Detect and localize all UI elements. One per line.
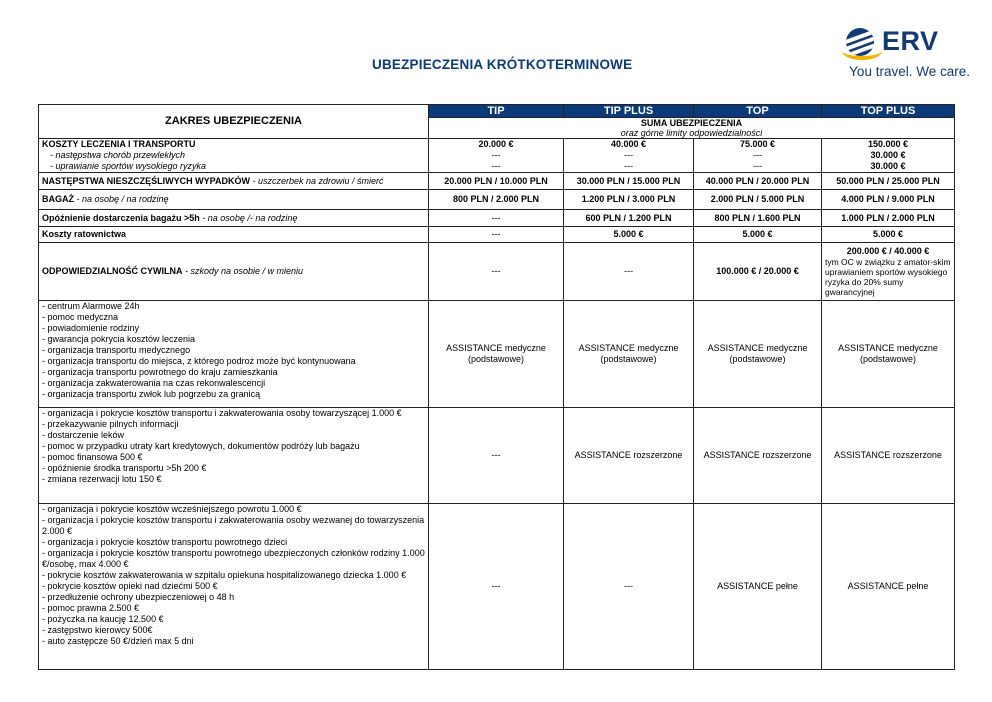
liability-desc: - szkody na osobie / w mieniu xyxy=(182,266,304,276)
medical-tip xyxy=(429,139,564,173)
delay-label-cell xyxy=(39,210,429,227)
plan-tip-plus-header: TIP PLUS xyxy=(564,105,694,118)
list-item: - organizacja i pokrycie kosztów transportu i zakwaterowania osoby wezwanej do towarzyszenia 2.000 € xyxy=(42,515,425,536)
assistance-extended-tip: --- xyxy=(429,408,564,504)
value-main: 20.000 € xyxy=(478,139,514,149)
delay-tip: --- xyxy=(429,210,564,227)
page-title: UBEZPIECZENIA KRÓTKOTERMINOWE xyxy=(372,57,633,72)
accident-top-plus: 50.000 PLN / 25.000 PLN xyxy=(822,173,955,190)
coverage-table xyxy=(38,104,955,670)
list-item: - organizacja transportu powrotnego do kraju zamieszkania xyxy=(42,367,278,377)
medical-top xyxy=(694,139,822,173)
baggage-row xyxy=(39,190,955,210)
value-sub: --- xyxy=(491,161,501,171)
list-item: - przedłużenie ochrony ubezpieczeniowej o 48 h xyxy=(42,592,235,602)
delay-top-plus: 1.000 PLN / 2.000 PLN xyxy=(822,210,955,227)
list-item: - organizacja i pokrycie kosztów wcześniejszego powrotu 1.000 € xyxy=(42,504,302,514)
delay-label: Opóźnienie dostarczenia bagażu >5h xyxy=(42,212,200,223)
medical-sub-sports: - uprawianie sportów wysokiego ryzyka xyxy=(50,161,207,171)
value-sub: 30.000 € xyxy=(870,161,906,171)
sum-insured-header xyxy=(429,118,955,139)
liability-top-plus-note: tym OC w związku z amator-skim uprawianiem sportów wysokiego ryzyka do 20% sumy gwarancyjnej xyxy=(825,257,951,297)
assistance-full-row xyxy=(39,504,955,670)
sum-title: SUMA UBEZPIECZENIA xyxy=(640,118,743,128)
assistance-basic-tip-plus: ASSISTANCE medyczne (podstawowe) xyxy=(564,301,694,408)
liability-top-plus-value: 200.000 € / 40.000 € xyxy=(846,246,930,256)
list-item: - pokrycie kosztów zakwaterowania w szpitalu opiekuna hospitalizowanego dziecka 1.000 € xyxy=(42,570,407,580)
list-item: - pożyczka na kaucję 12.500 € xyxy=(42,614,164,624)
list-item: - pomoc prawna 2.500 € xyxy=(42,603,140,613)
baggage-top-plus: 4.000 PLN / 9.000 PLN xyxy=(822,190,955,210)
value-main: 150.000 € xyxy=(867,139,909,149)
list-item: - pomoc medyczna xyxy=(42,312,119,322)
assistance-extended-list xyxy=(39,408,429,504)
list-item: - gwarancja pokrycia kosztów leczenia xyxy=(42,334,196,344)
globe-icon xyxy=(846,28,874,56)
delay-top: 800 PLN / 1.600 PLN xyxy=(694,210,822,227)
assistance-full-list xyxy=(39,504,429,670)
assistance-basic-tip: ASSISTANCE medyczne (podstawowe) xyxy=(429,301,564,408)
medical-tip-plus xyxy=(564,139,694,173)
assistance-full-tip: --- xyxy=(429,504,564,670)
list-item: - centrum Alarmowe 24h xyxy=(42,301,140,311)
rescue-tip: --- xyxy=(429,227,564,243)
list-item: - organizacja i pokrycie kosztów transportu powrotnego ubezpieczonych członków rodziny 1.000 €/osobę, max 4.000 € xyxy=(42,548,425,569)
liability-top-plus xyxy=(822,243,955,301)
list-item: - organizacja transportu medycznego xyxy=(42,345,191,355)
value-sub: --- xyxy=(491,150,501,160)
baggage-tip: 800 PLN / 2.000 PLN xyxy=(429,190,564,210)
rescue-top-plus: 5.000 € xyxy=(822,227,955,243)
accident-label-cell xyxy=(39,173,429,190)
sum-subtitle: oraz górne limity odpowiedzialności xyxy=(620,128,763,138)
rescue-top: 5.000 € xyxy=(694,227,822,243)
list-item: - pomoc finansowa 500 € xyxy=(42,452,143,462)
list-item: - zmiana rezerwacji lotu 150 € xyxy=(42,474,162,484)
list-item: - powiadomienie rodziny xyxy=(42,323,140,333)
baggage-desc: - na osobę / na rodzinę xyxy=(74,194,169,204)
list-item: - pokrycie kosztów opieki nad dziećmi 500 € xyxy=(42,581,218,591)
list-item: - organizacja i pokrycie kosztów transportu i zakwaterowania osoby towarzyszącej 1.000 € xyxy=(42,408,402,418)
baggage-label: BAGAŻ xyxy=(42,194,74,204)
delay-desc: - na osobę /- na rodzinę xyxy=(199,212,298,223)
plan-tip-header: TIP xyxy=(429,105,564,118)
medical-sub-chronic: - następstwa chorób przewlekłych xyxy=(50,150,186,160)
erv-logo xyxy=(842,28,972,84)
liability-row xyxy=(39,243,955,301)
logo-tagline: You travel. We care. xyxy=(849,64,970,79)
value-sub: --- xyxy=(753,150,762,160)
accident-tip: 20.000 PLN / 10.000 PLN xyxy=(429,173,564,190)
delay-row xyxy=(39,210,955,227)
liability-tip-plus: --- xyxy=(564,243,694,301)
baggage-top: 2.000 PLN / 5.000 PLN xyxy=(694,190,822,210)
assistance-basic-top: ASSISTANCE medyczne (podstawowe) xyxy=(694,301,822,408)
list-item: - organizacja zakwaterowania na czas rekonwalescencji xyxy=(42,378,266,388)
liability-top: 100.000 € / 20.000 € xyxy=(694,243,822,301)
liability-label: ODPOWIEDZIALNOŚĆ CYWILNA xyxy=(42,266,183,276)
rescue-row xyxy=(39,227,955,243)
assistance-extended-row xyxy=(39,408,955,504)
list-item: - opóźnienie środka transportu >5h 200 € xyxy=(42,463,207,473)
list-item: - auto zastępcze 50 €/dzień max 5 dni xyxy=(42,636,194,646)
rescue-tip-plus: 5.000 € xyxy=(564,227,694,243)
list-item: - zastępstwo kierowcy 500€ xyxy=(42,625,153,635)
plan-top-header: TOP xyxy=(694,105,822,118)
rescue-label: Koszty ratownictwa xyxy=(39,227,429,243)
value-sub: --- xyxy=(753,161,762,171)
accident-tip-plus: 30.000 PLN / 15.000 PLN xyxy=(564,173,694,190)
medical-top-plus xyxy=(822,139,955,173)
list-item: - dostarczenie leków xyxy=(42,430,125,440)
scope-header: ZAKRES UBEZPIECZENIA xyxy=(39,105,429,139)
assistance-extended-tip-plus: ASSISTANCE rozszerzone xyxy=(564,408,694,504)
baggage-label-cell xyxy=(39,190,429,210)
accident-desc: - uszczerbek na zdrowiu / śmierć xyxy=(250,175,384,186)
plan-top-plus-header: TOP PLUS xyxy=(822,105,955,118)
assistance-basic-list xyxy=(39,301,429,408)
list-item: - przekazywanie pilnych informacji xyxy=(42,419,179,429)
assistance-full-top-plus: ASSISTANCE pełne xyxy=(822,504,955,670)
medical-label-cell xyxy=(39,139,429,173)
assistance-basic-row xyxy=(39,301,955,408)
assistance-extended-top: ASSISTANCE rozszerzone xyxy=(694,408,822,504)
list-item: - organizacja transportu do miejsca, z którego podroż może być kontynuowana xyxy=(42,356,356,366)
value-main: 75.000 € xyxy=(739,139,776,149)
delay-tip-plus: 600 PLN / 1.200 PLN xyxy=(564,210,694,227)
assistance-full-tip-plus: --- xyxy=(564,504,694,670)
value-sub: --- xyxy=(624,161,633,171)
medical-label: KOSZTY LECZENIA I TRANSPORTU xyxy=(42,139,196,149)
logo-text: ERV xyxy=(882,26,939,56)
baggage-tip-plus: 1.200 PLN / 3.000 PLN xyxy=(564,190,694,210)
list-item: - organizacja transportu zwłok lub pogrzebu za granicą xyxy=(42,389,261,399)
value-sub: --- xyxy=(624,150,633,160)
list-item: - organizacja i pokrycie kosztów transportu powrotnego dzieci xyxy=(42,537,288,547)
list-item: - pomoc w przypadku utraty kart kredytowych, dokumentów podróży lub bagażu xyxy=(42,441,360,451)
assistance-extended-top-plus: ASSISTANCE rozszerzone xyxy=(822,408,955,504)
assistance-basic-top-plus: ASSISTANCE medyczne (podstawowe) xyxy=(822,301,955,408)
accident-label: NASTĘPSTWA NIESZCZĘŚLIWYCH WYPADKÓW xyxy=(42,175,250,186)
value-main: 40.000 € xyxy=(610,139,647,149)
plan-header-row xyxy=(39,105,955,118)
medical-row xyxy=(39,139,955,173)
value-sub: 30.000 € xyxy=(870,150,906,160)
assistance-full-top: ASSISTANCE pełne xyxy=(694,504,822,670)
liability-tip: --- xyxy=(429,243,564,301)
accident-top: 40.000 PLN / 20.000 PLN xyxy=(694,173,822,190)
accident-row xyxy=(39,173,955,190)
liability-label-cell xyxy=(39,243,429,301)
